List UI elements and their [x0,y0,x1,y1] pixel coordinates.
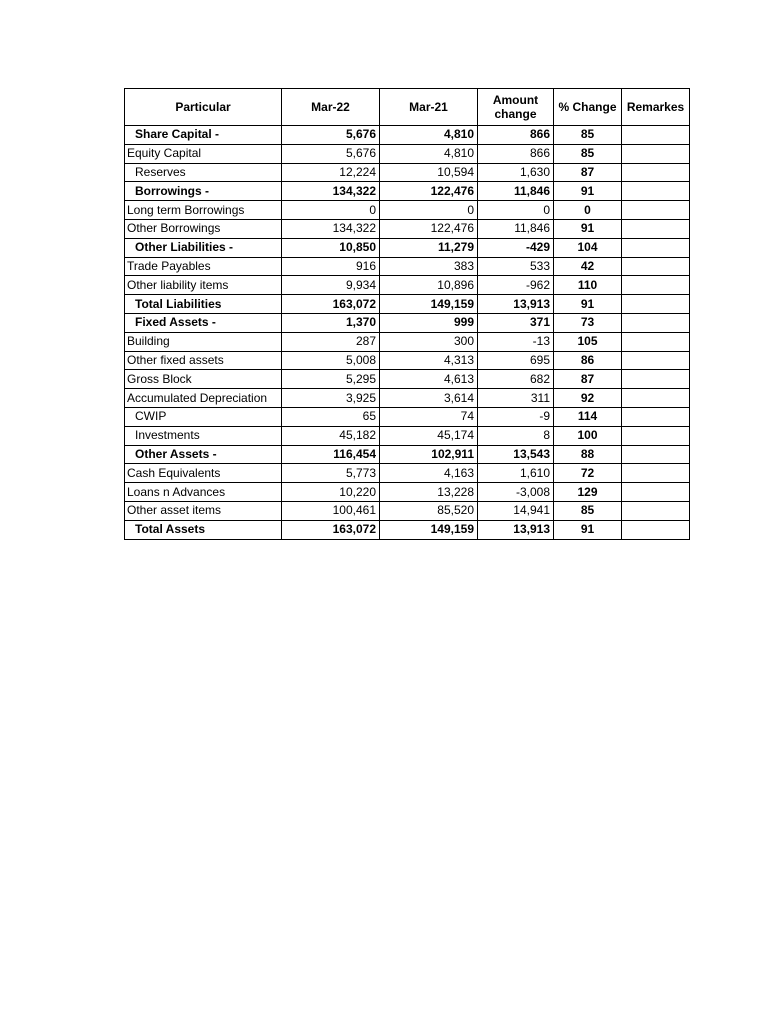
cell-percent-change: 91 [554,520,622,539]
cell-amount-change: 11,846 [478,219,554,238]
table-row [125,426,690,445]
cell-remarks [622,182,690,201]
header-particular: Particular [125,89,282,126]
table-row [125,182,690,201]
cell-remarks [622,144,690,163]
cell-mar-21: 149,159 [380,295,478,314]
cell-remarks [622,407,690,426]
cell-mar-22: 134,322 [282,219,380,238]
cell-percent-change: 73 [554,313,622,332]
cell-remarks [622,351,690,370]
table-body [125,126,690,540]
cell-remarks [622,238,690,257]
cell-mar-21: 10,896 [380,276,478,295]
row-label: Other asset items [125,501,282,520]
cell-mar-21: 10,594 [380,163,478,182]
row-label: Total Liabilities [125,295,282,314]
cell-amount-change: 11,846 [478,182,554,201]
table-row [125,351,690,370]
table-row [125,407,690,426]
cell-amount-change: -3,008 [478,483,554,502]
cell-mar-21: 4,810 [380,126,478,145]
cell-percent-change: 87 [554,163,622,182]
cell-remarks [622,313,690,332]
row-label: Cash Equivalents [125,464,282,483]
cell-mar-21: 45,174 [380,426,478,445]
table-row [125,126,690,145]
cell-remarks [622,445,690,464]
cell-mar-22: 9,934 [282,276,380,295]
table-row [125,144,690,163]
cell-mar-21: 3,614 [380,389,478,408]
row-label: Other fixed assets [125,351,282,370]
cell-mar-21: 102,911 [380,445,478,464]
cell-mar-22: 916 [282,257,380,276]
cell-mar-21: 4,163 [380,464,478,483]
cell-remarks [622,520,690,539]
cell-amount-change: 13,543 [478,445,554,464]
cell-amount-change: 533 [478,257,554,276]
cell-percent-change: 129 [554,483,622,502]
cell-remarks [622,163,690,182]
cell-amount-change: -429 [478,238,554,257]
row-label: Total Assets [125,520,282,539]
cell-percent-change: 91 [554,182,622,201]
cell-mar-22: 10,220 [282,483,380,502]
table-row [125,201,690,220]
cell-mar-22: 287 [282,332,380,351]
header-percent-change: % Change [554,89,622,126]
cell-mar-22: 100,461 [282,501,380,520]
cell-mar-21: 4,313 [380,351,478,370]
table-row [125,219,690,238]
row-label: Building [125,332,282,351]
row-label: Equity Capital [125,144,282,163]
table-row [125,313,690,332]
cell-amount-change: 866 [478,144,554,163]
cell-mar-21: 11,279 [380,238,478,257]
cell-amount-change: 8 [478,426,554,445]
row-label: Reserves [125,163,282,182]
cell-mar-21: 122,476 [380,182,478,201]
cell-mar-21: 149,159 [380,520,478,539]
cell-percent-change: 85 [554,144,622,163]
row-label: CWIP [125,407,282,426]
cell-percent-change: 110 [554,276,622,295]
cell-percent-change: 72 [554,464,622,483]
cell-mar-21: 122,476 [380,219,478,238]
cell-mar-21: 0 [380,201,478,220]
cell-mar-21: 300 [380,332,478,351]
cell-mar-22: 116,454 [282,445,380,464]
cell-mar-22: 1,370 [282,313,380,332]
table-row [125,445,690,464]
cell-mar-22: 134,322 [282,182,380,201]
balance-sheet-table [124,88,690,540]
table-row [125,238,690,257]
table-row [125,501,690,520]
cell-mar-22: 12,224 [282,163,380,182]
cell-mar-22: 5,008 [282,351,380,370]
cell-amount-change: -962 [478,276,554,295]
cell-percent-change: 114 [554,407,622,426]
cell-amount-change: 1,630 [478,163,554,182]
row-label: Share Capital - [125,126,282,145]
cell-remarks [622,501,690,520]
row-label: Fixed Assets - [125,313,282,332]
cell-amount-change: 866 [478,126,554,145]
cell-percent-change: 0 [554,201,622,220]
cell-amount-change: 0 [478,201,554,220]
cell-mar-21: 74 [380,407,478,426]
row-label: Loans n Advances [125,483,282,502]
cell-percent-change: 105 [554,332,622,351]
cell-percent-change: 85 [554,126,622,145]
cell-mar-22: 5,676 [282,144,380,163]
cell-remarks [622,370,690,389]
cell-percent-change: 86 [554,351,622,370]
header-row [125,89,690,126]
table-row [125,370,690,389]
header-amount-change: Amount change [478,89,554,126]
cell-remarks [622,126,690,145]
cell-percent-change: 91 [554,295,622,314]
table-row [125,257,690,276]
cell-remarks [622,257,690,276]
cell-mar-21: 383 [380,257,478,276]
table-row [125,520,690,539]
table-row [125,163,690,182]
cell-remarks [622,276,690,295]
cell-percent-change: 91 [554,219,622,238]
cell-remarks [622,464,690,483]
cell-mar-22: 5,676 [282,126,380,145]
table-row [125,389,690,408]
table-row [125,276,690,295]
cell-mar-22: 5,295 [282,370,380,389]
cell-percent-change: 104 [554,238,622,257]
header-remarks: Remarkes [622,89,690,126]
cell-remarks [622,201,690,220]
cell-remarks [622,295,690,314]
table-row [125,483,690,502]
table-row [125,332,690,351]
row-label: Other Liabilities - [125,238,282,257]
cell-mar-22: 163,072 [282,295,380,314]
cell-remarks [622,389,690,408]
cell-percent-change: 42 [554,257,622,276]
cell-mar-22: 10,850 [282,238,380,257]
table-row [125,295,690,314]
header-mar-21: Mar-21 [380,89,478,126]
cell-mar-21: 85,520 [380,501,478,520]
cell-remarks [622,219,690,238]
cell-amount-change: 13,913 [478,520,554,539]
row-label: Other liability items [125,276,282,295]
cell-amount-change: -9 [478,407,554,426]
row-label: Trade Payables [125,257,282,276]
cell-remarks [622,483,690,502]
cell-remarks [622,426,690,445]
cell-percent-change: 85 [554,501,622,520]
row-label: Long term Borrowings [125,201,282,220]
cell-percent-change: 92 [554,389,622,408]
cell-percent-change: 87 [554,370,622,389]
cell-mar-22: 0 [282,201,380,220]
cell-mar-22: 5,773 [282,464,380,483]
header-mar-22: Mar-22 [282,89,380,126]
table-row [125,464,690,483]
cell-remarks [622,332,690,351]
cell-mar-21: 4,613 [380,370,478,389]
cell-amount-change: 695 [478,351,554,370]
cell-amount-change: 14,941 [478,501,554,520]
cell-mar-22: 65 [282,407,380,426]
row-label: Investments [125,426,282,445]
cell-mar-22: 45,182 [282,426,380,445]
cell-mar-21: 4,810 [380,144,478,163]
cell-amount-change: 682 [478,370,554,389]
cell-amount-change: 1,610 [478,464,554,483]
cell-amount-change: 13,913 [478,295,554,314]
row-label: Borrowings - [125,182,282,201]
row-label: Other Borrowings [125,219,282,238]
cell-amount-change: -13 [478,332,554,351]
cell-amount-change: 311 [478,389,554,408]
cell-amount-change: 371 [478,313,554,332]
cell-percent-change: 100 [554,426,622,445]
cell-mar-21: 13,228 [380,483,478,502]
cell-mar-22: 3,925 [282,389,380,408]
cell-mar-22: 163,072 [282,520,380,539]
row-label: Accumulated Depreciation [125,389,282,408]
cell-mar-21: 999 [380,313,478,332]
row-label: Gross Block [125,370,282,389]
row-label: Other Assets - [125,445,282,464]
cell-percent-change: 88 [554,445,622,464]
